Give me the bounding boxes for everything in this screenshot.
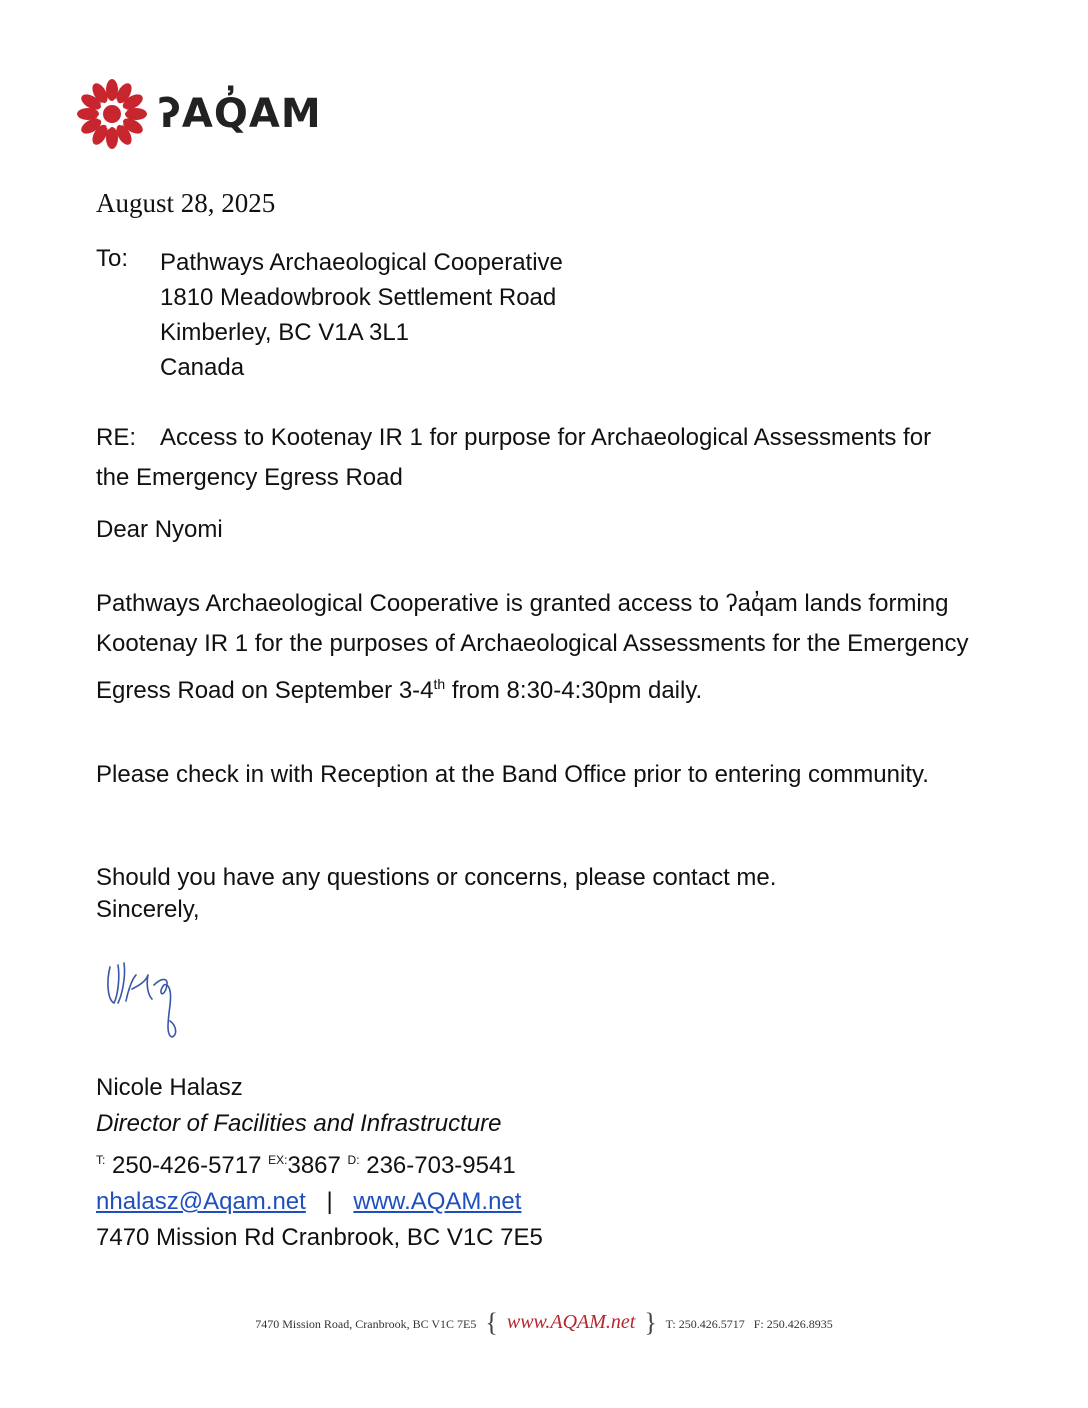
left-brace: { xyxy=(485,1308,498,1337)
subject-line xyxy=(96,418,1006,498)
signer-address: 7470 Mission Rd Cranbrook, BC V1C 7E5 xyxy=(96,1224,543,1251)
contact-sentence: Should you have any questions or concerns, please contact me. xyxy=(96,864,777,891)
red-flower-icon xyxy=(76,78,148,150)
letterhead-footer xyxy=(0,1308,1088,1338)
footer-fax: F: 250.426.8935 xyxy=(753,1317,833,1331)
body-paragraph-checkin: Please check in with Reception at the Band Office prior to entering community. xyxy=(96,761,929,788)
subject-text-continued: the Emergency Egress Road xyxy=(96,464,403,491)
signer-name: Nicole Halasz xyxy=(96,1074,243,1101)
ordinal-suffix: th xyxy=(433,676,446,692)
direct-number: 236-703-9541 xyxy=(359,1152,516,1179)
recipient-address xyxy=(160,245,563,385)
recipient-line: Pathways Archaeological Cooperative xyxy=(160,249,563,276)
recipient-line: Kimberley, BC V1A 3L1 xyxy=(160,319,410,346)
website-link[interactable]: www.AQAM.net xyxy=(353,1188,522,1215)
handwritten-signature xyxy=(100,955,190,1045)
body-text-tail: from 8:30-4:30pm daily. xyxy=(445,677,703,704)
body-paragraph-closing xyxy=(96,862,976,926)
to-label: To: xyxy=(96,245,129,272)
letter-date: August 28, 2025 xyxy=(96,188,276,218)
email-link[interactable]: nhalasz@Aqam.net xyxy=(96,1188,306,1215)
recipient-line: Canada xyxy=(160,354,245,381)
closing: Sincerely, xyxy=(96,896,200,923)
phone-label: T: xyxy=(96,1153,106,1167)
footer-website: www.AQAM.net xyxy=(506,1311,636,1333)
footer-phone: T: 250.426.5717 xyxy=(665,1317,745,1331)
footer-address: 7470 Mission Road, Cranbrook, BC V1C 7E5 xyxy=(255,1317,477,1331)
body-text: Pathways Archaeological Cooperative is granted access to ʔaq̓am lands forming Kootenay IR 1 for the purposes of Archaeological Assessments for the Emergency Egress Road on September 3-4 xyxy=(96,590,969,704)
phone-number: 250-426-5717 xyxy=(105,1152,269,1179)
recipient-line: 1810 Meadowbrook Settlement Road xyxy=(160,284,557,311)
right-brace: } xyxy=(644,1308,657,1337)
signer-title: Director of Facilities and Infrastructure xyxy=(96,1110,502,1137)
body-paragraph-access xyxy=(96,584,976,711)
phone-line xyxy=(96,1142,543,1184)
ext-label: EX: xyxy=(268,1153,288,1167)
letterhead-logo xyxy=(76,78,322,150)
re-label: RE: xyxy=(96,424,137,451)
link-separator: | xyxy=(326,1188,333,1215)
subject-text: Access to Kootenay IR 1 for purpose for Archaeological Assessments for xyxy=(160,424,932,451)
links-line xyxy=(96,1184,543,1220)
salutation: Dear Nyomi xyxy=(96,516,223,543)
direct-label: D: xyxy=(347,1153,360,1167)
signature-block xyxy=(96,1070,543,1256)
logo-wordmark: ʔAQ̓AM xyxy=(158,91,322,137)
ext-number: 3867 xyxy=(287,1152,348,1179)
